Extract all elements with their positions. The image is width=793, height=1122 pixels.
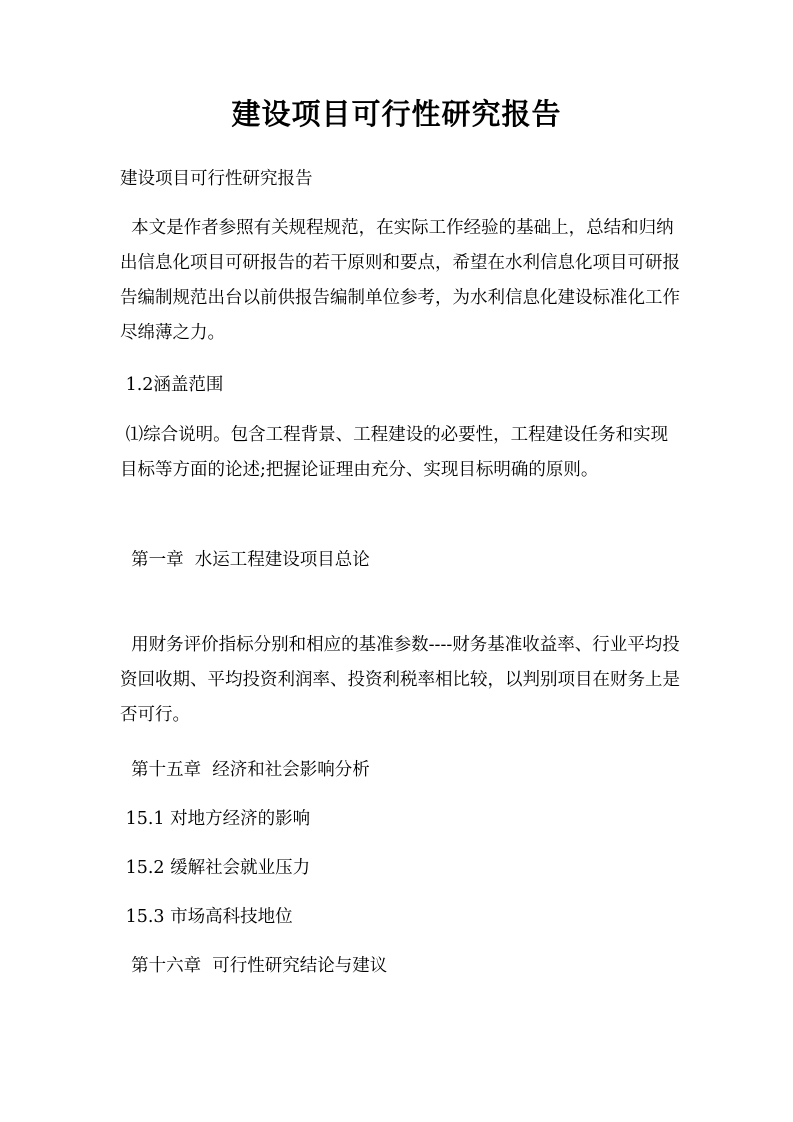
chapter-1-heading: 第一章 水运工程建设项目总论 — [120, 550, 370, 570]
document-title: 建设项目可行性研究报告 — [231, 97, 562, 131]
subtitle-paragraph: 建设项目可行性研究报告 — [120, 169, 313, 189]
intro-paragraph: 本文是作者参照有关规程规范，在实际工作经验的基础上，总结和归纳出信息化项目可研报告的若干原则和要点，希望在水利信息化项目可研报告编制规范出台以前供报告编制单位参考，为水利信息化建设标准化工作尽绵薄之力。 — [120, 218, 680, 343]
financial-evaluation-paragraph: 用财务评价指标分别和相应的基准参数----财务基准收益率、行业平均投资回收期、平均投资利润率、投资利税率相比较，以判别项目在财务上是否可行。 — [120, 635, 680, 725]
section-heading-1-2: 1.2涵盖范围 — [120, 375, 224, 395]
overview-paragraph: ⑴综合说明。包含工程背景、工程建设的必要性，工程建设任务和实现目标等方面的论述;把握论证理由充分、实现目标明确的原则。 — [120, 425, 669, 480]
section-15-3: 15.3 市场高科技地位 — [120, 907, 293, 927]
chapter-15-heading: 第十五章 经济和社会影响分析 — [120, 760, 370, 780]
section-15-1: 15.1 对地方经济的影响 — [120, 809, 311, 829]
chapter-16-heading: 第十六章 可行性研究结论与建议 — [120, 956, 388, 976]
section-15-2: 15.2 缓解社会就业压力 — [120, 858, 311, 878]
